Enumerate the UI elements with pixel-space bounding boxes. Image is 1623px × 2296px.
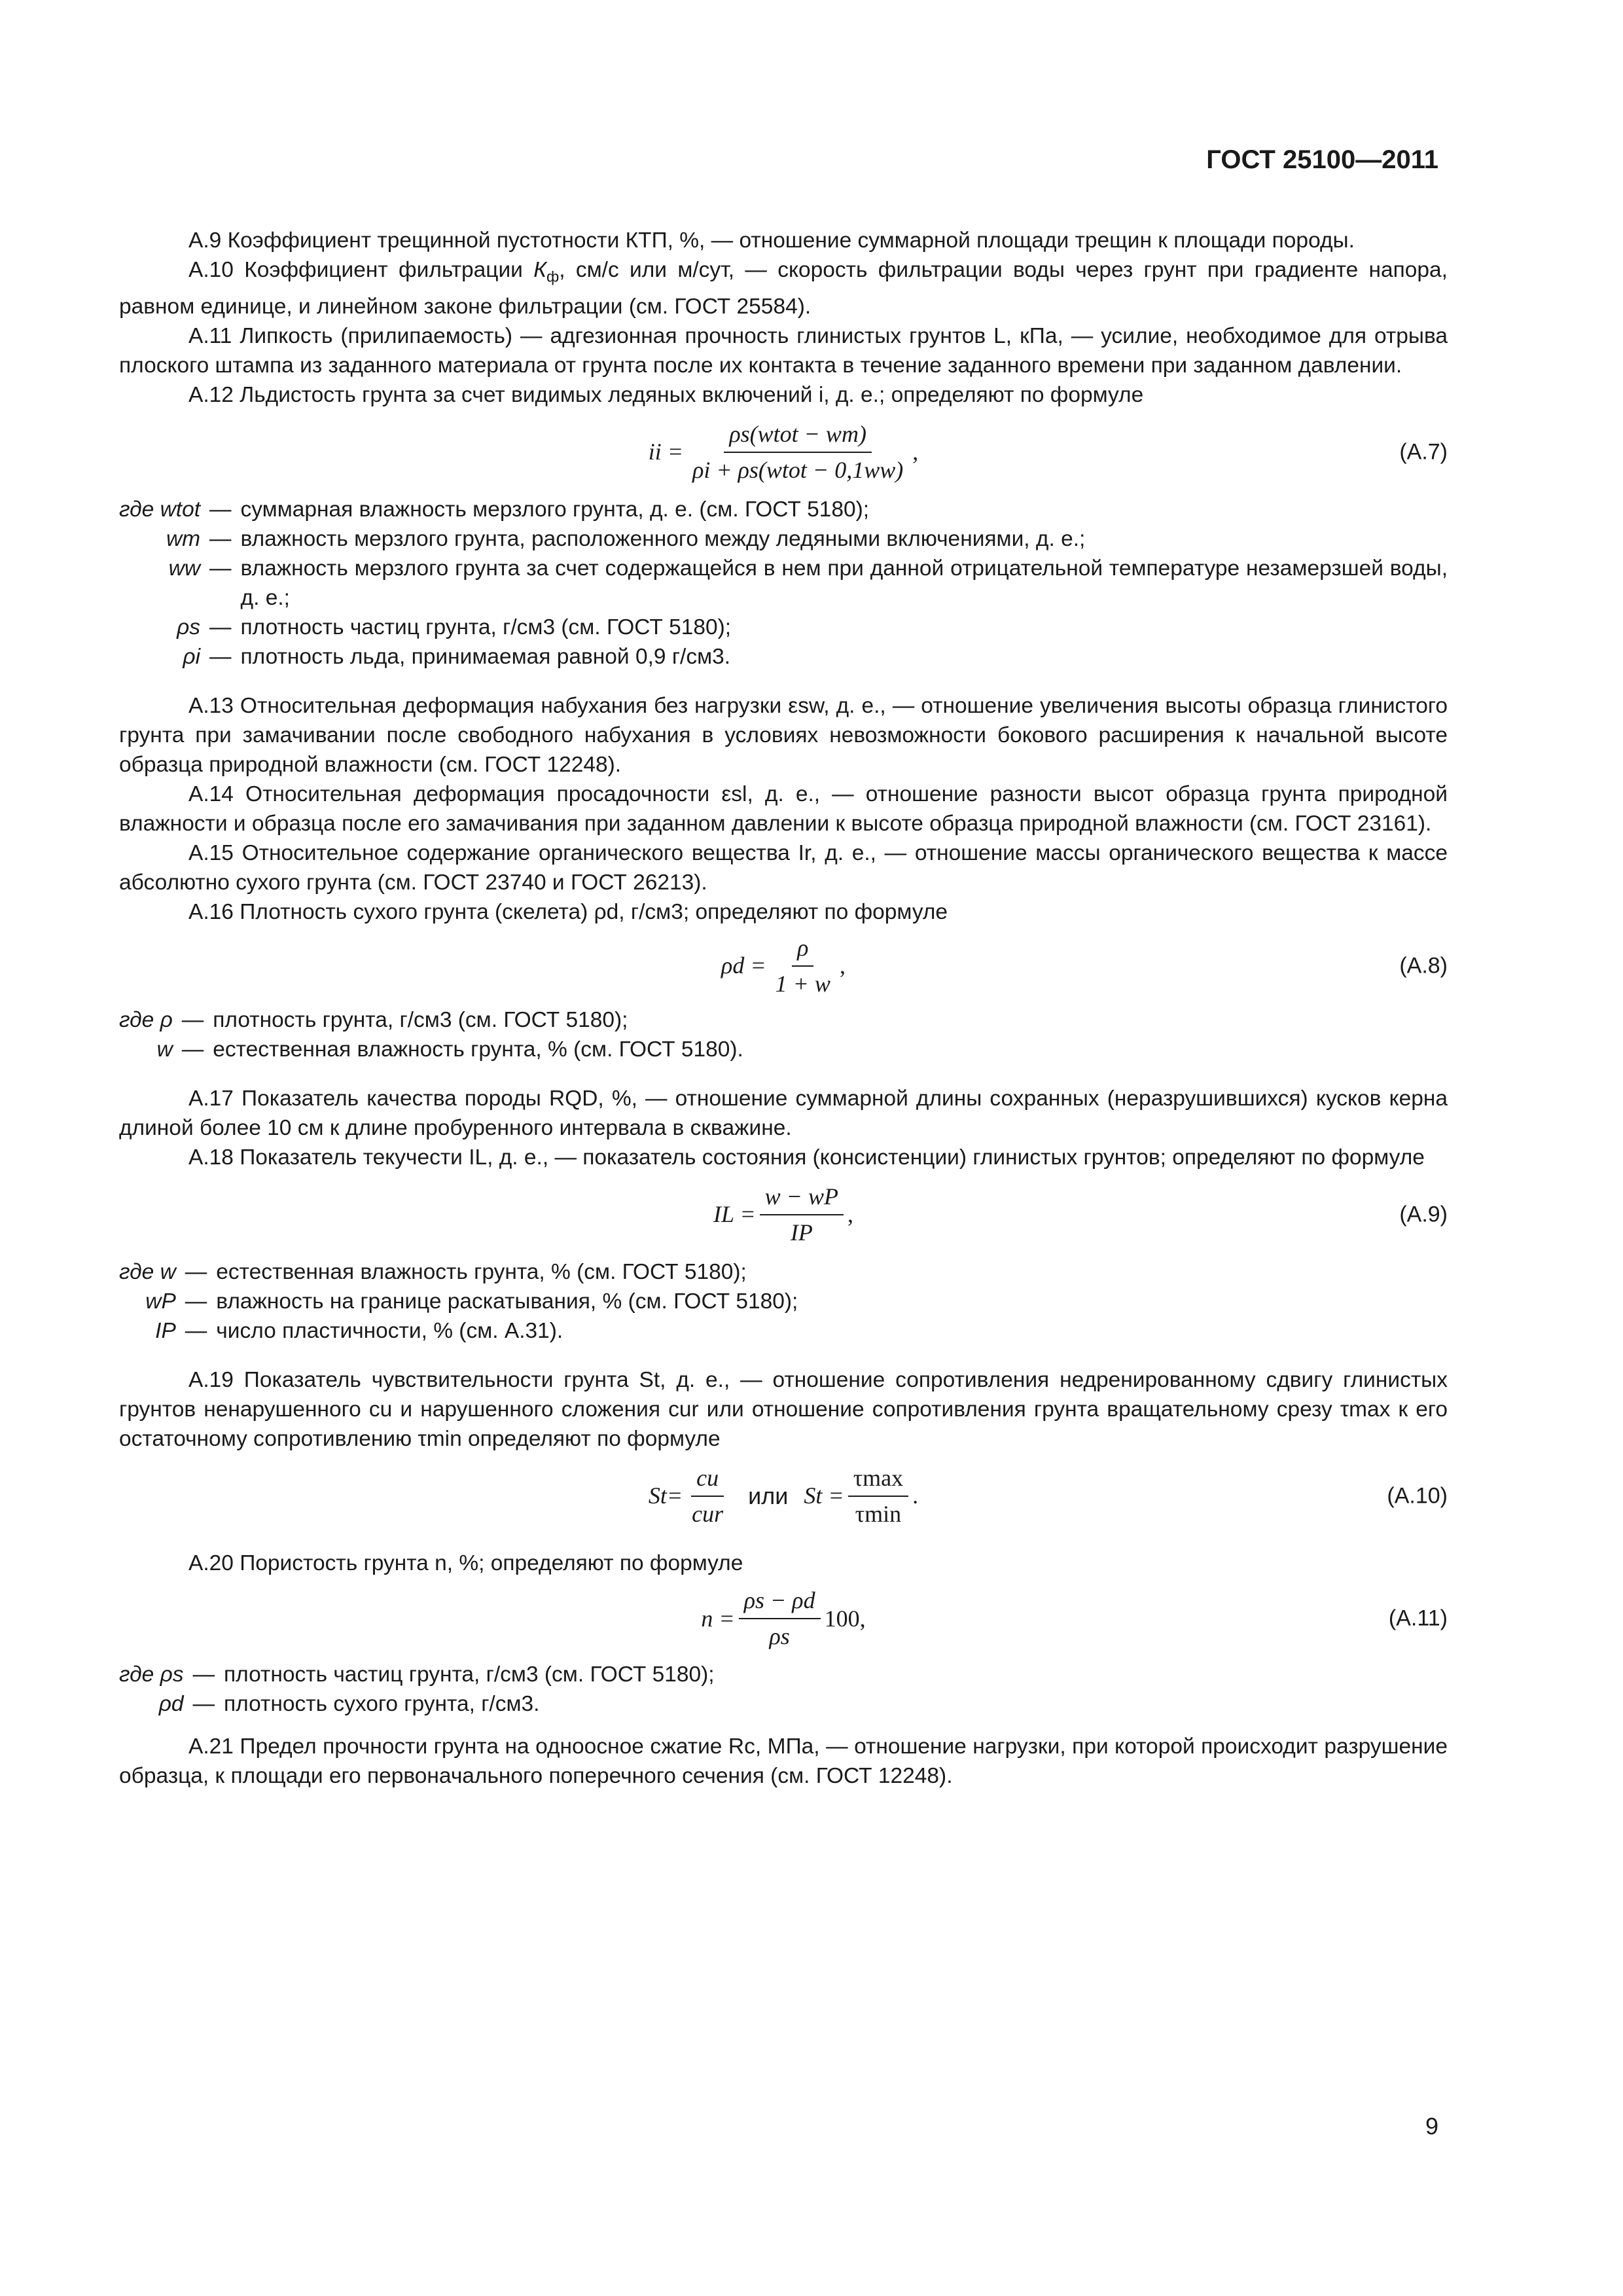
symbol-k-sub: ф — [546, 268, 560, 285]
paragraph-a16: А.16 Плотность сухого грунта (скелета) ρd, г/см3; определяют по формуле — [188, 899, 948, 924]
paragraph-a15: А.15 Относительное содержание органического вещества Ir, д. е., — отношение массы органического вещества к массе абсолютно сухого грунта (см. ГОСТ 23740 и ГОСТ 26213). — [119, 840, 1448, 895]
fraction-numerator: τmax — [848, 1463, 908, 1497]
where-text: плотность сухого грунта, г/см3. — [224, 1691, 540, 1716]
fraction — [687, 1463, 728, 1529]
spacer — [119, 1719, 1448, 1732]
where-dash: — — [185, 1259, 207, 1284]
where-dash: — — [192, 1662, 215, 1687]
where-text: влажность мерзлого грунта, расположенного между ледяными включениями, д. е.; — [240, 526, 1086, 551]
paragraph-a10 — [119, 255, 1448, 321]
where-text: суммарная влажность мерзлого грунта, д. е. (см. ГОСТ 5180); — [240, 497, 870, 522]
formula-number: (А.9) — [1399, 1202, 1448, 1227]
formula-lhs: ii = — [648, 439, 684, 465]
paragraph-a9: А.9 Коэффициент трещинной пустотности КТП, %, — отношение суммарной площади трещин к площади породы. — [188, 228, 1355, 253]
spacer — [119, 672, 1448, 691]
fraction-denominator: ρi + ρs(wtot − 0,1ww) — [692, 456, 904, 483]
fraction — [848, 1463, 908, 1529]
fraction-denominator: ρs — [769, 1623, 790, 1650]
page-number: 9 — [1425, 2113, 1438, 2140]
paragraph-a21: А.21 Предел прочности грунта на одноосное сжатие Rc, МПа, — отношение нагрузки, при которой происходит разрушение образца, к площади его первоначального поперечного сечения (см. ГОСТ 12248). — [119, 1734, 1448, 1788]
formula-number: (А.11) — [1388, 1605, 1448, 1631]
where-text: естественная влажность грунта, % (см. ГОСТ 5180). — [213, 1037, 743, 1062]
paragraph-a18: А.18 Показатель текучести IL, д. е., — показатель состояния (консистенции) глинистых грунтов; определяют по формуле — [188, 1145, 1425, 1170]
formula-lhs: ρd = — [721, 952, 766, 979]
where-dash: — — [185, 1318, 207, 1343]
where-symbol: где w — [119, 1259, 176, 1284]
where-dash: — — [209, 615, 232, 639]
paragraph-a11: А.11 Липкость (прилипаемость) — адгезионная прочность глинистых грунтов L, кПа, — усилие, необходимое для отрыва плоского штампа из заданного материала от грунта после их контакта в течение заданного времени при заданном давлении. — [119, 323, 1448, 378]
where-dash: — — [185, 1289, 207, 1314]
where-text: влажность на границе раскатывания, % (см. ГОСТ 5180); — [216, 1289, 798, 1314]
where-dash: — — [209, 556, 232, 581]
fraction-numerator: cu — [691, 1463, 724, 1497]
where-symbol: ρs — [177, 615, 201, 639]
spacer — [119, 1539, 1448, 1549]
where-text: плотность грунта, г/см3 (см. ГОСТ 5180); — [213, 1007, 628, 1032]
document-header: ГОСТ 25100—2011 — [1206, 145, 1438, 174]
paragraph-a12: А.12 Льдистость грунта за счет видимых ледяных включений i, д. е.; определяют по формуле — [188, 382, 1144, 407]
where-dash: — — [209, 644, 232, 669]
where-symbol: wP — [145, 1289, 176, 1314]
fraction — [760, 1182, 844, 1247]
where-dash: — — [181, 1037, 204, 1062]
formula-tail: . — [912, 1482, 919, 1509]
formula-lhs: IL = — [713, 1201, 756, 1228]
formula-a11 — [119, 1578, 1448, 1660]
fraction-denominator: τmin — [855, 1500, 902, 1527]
formula-a9 — [119, 1172, 1448, 1257]
paragraph-a14: А.14 Относительная деформация просадочности εsl, д. е., — отношение разности высот образца грунта природной влажности и образца после его замачивания при заданном давлении к высоте образца природной влажности (см. ГОСТ 23161). — [119, 781, 1448, 836]
where-dash: — — [192, 1691, 215, 1716]
paragraph-a10-lead: А.10 Коэффициент фильтрации — [188, 258, 534, 282]
where-dash: — — [181, 1007, 204, 1032]
formula-lhs: St= — [648, 1482, 683, 1509]
fraction-numerator: w − wP — [760, 1182, 844, 1215]
formula-number: (А.8) — [1399, 953, 1448, 978]
formula-tail: , — [839, 952, 846, 979]
formula-lhs: St = — [804, 1482, 844, 1509]
formula-tail: , — [912, 439, 919, 465]
where-text: естественная влажность грунта, % (см. ГОСТ 5180); — [216, 1259, 747, 1284]
formula-tail: 100, — [824, 1605, 866, 1632]
formula-a10 — [119, 1454, 1448, 1539]
fraction — [770, 933, 836, 999]
where-symbol: где wtot — [119, 497, 201, 522]
spacer — [119, 1064, 1448, 1084]
paragraph-a13: А.13 Относительная деформация набухания без нагрузки εsw, д. е., — отношение увеличения высоты образца глинистого грунта при замачивании после свободного набухания в условиях невозможности бокового расширения к начальной высоте образца природной влажности (см. ГОСТ 12248). — [119, 693, 1448, 777]
paragraph-a20: А.20 Пористость грунта n, %; определяют по формуле — [188, 1551, 743, 1575]
where-text: плотность частиц грунта, г/см3 (см. ГОСТ 5180); — [224, 1662, 715, 1687]
paragraph-a19: А.19 Показатель чувствительности грунта St, д. е., — отношение сопротивления недренированному сдвигу глинистых грунтов ненарушенного cu и нарушенного сложения cur или отношение сопротивления грунта вращательному срезу τmax к его остаточному сопротивлению τmin определяют по формуле — [119, 1367, 1448, 1451]
where-list-a7 — [119, 495, 1448, 672]
where-symbol: wm — [166, 526, 201, 551]
where-list-a11 — [119, 1660, 1448, 1719]
fraction-numerator: ρs(wtot − wm) — [724, 420, 872, 453]
formula-lhs: n = — [701, 1605, 735, 1632]
where-symbol: ww — [168, 556, 201, 581]
spacer — [119, 1346, 1448, 1365]
where-symbol: где ρ — [119, 1007, 173, 1032]
paragraph-a17: А.17 Показатель качества породы RQD, %, — отношение суммарной длины сохранных (неразрушившихся) кусков керна длиной более 10 см к длине пробуренного интервала в скважине. — [119, 1086, 1448, 1140]
formula-a7 — [119, 410, 1448, 495]
formula-number: (А.7) — [1399, 439, 1448, 465]
document-body — [119, 226, 1448, 1791]
fraction-denominator: 1 + w — [775, 970, 830, 997]
fraction-denominator: cur — [692, 1500, 724, 1527]
fraction — [739, 1586, 821, 1651]
where-symbol: IP — [155, 1318, 176, 1343]
where-symbol: ρd — [158, 1691, 184, 1716]
formula-tail: , — [847, 1201, 853, 1228]
fraction-numerator: ρ — [792, 933, 813, 967]
formula-number: (А.10) — [1387, 1483, 1448, 1509]
fraction-denominator: IP — [790, 1219, 813, 1246]
formula-or: или — [748, 1482, 789, 1510]
where-text: плотность частиц грунта, г/см3 (см. ГОСТ 5180); — [240, 615, 732, 639]
fraction-numerator: ρs − ρd — [739, 1586, 821, 1619]
where-dash: — — [209, 497, 232, 522]
where-text: влажность мерзлого грунта за счет содержащейся в нем при данной отрицательной температуре незамерзшей воды, д. е.; — [240, 556, 1448, 610]
where-symbol: w — [156, 1037, 173, 1062]
where-dash: — — [209, 526, 232, 551]
where-text: плотность льда, принимаемая равной 0,9 г/см3. — [240, 644, 731, 669]
where-list-a9 — [119, 1257, 1448, 1346]
paragraph-a10-rest: , см/с или м/сут, — скорость фильтрации воды через грунт при градиенте напора, равном единице, и линейном законе фильтрации (см. ГОСТ 25584). — [119, 258, 1448, 319]
where-symbol: где ρs — [119, 1662, 184, 1687]
fraction — [687, 420, 908, 485]
symbol-k: К — [533, 258, 546, 282]
formula-a8 — [119, 927, 1448, 1005]
where-text: число пластичности, % (см. А.31). — [216, 1318, 563, 1343]
where-list-a8 — [119, 1005, 1448, 1064]
where-symbol: ρi — [183, 644, 201, 669]
